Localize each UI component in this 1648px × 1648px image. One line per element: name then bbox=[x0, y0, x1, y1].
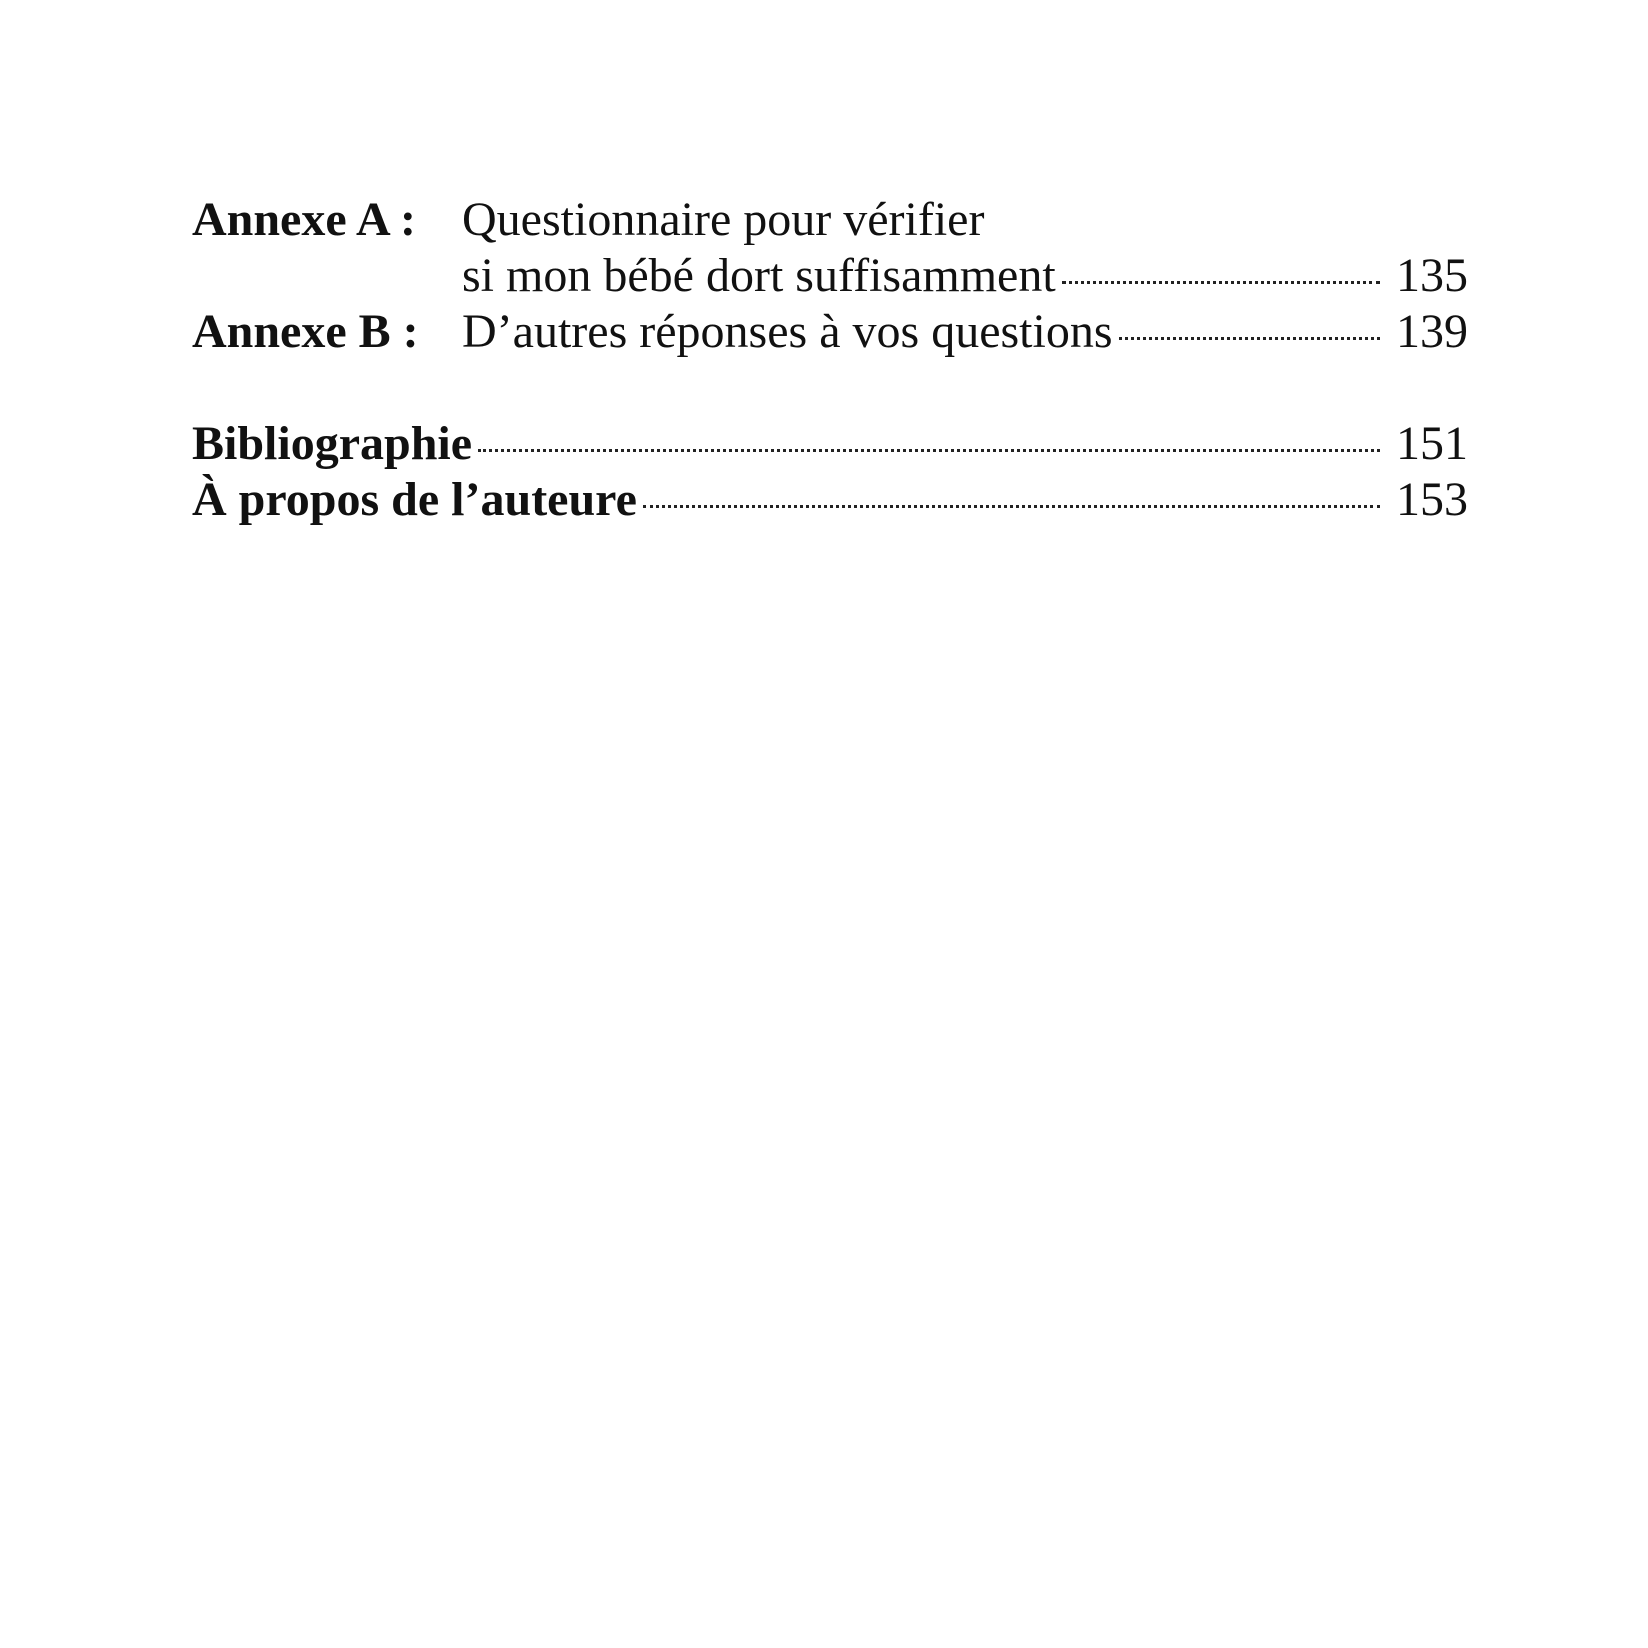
section-spacer bbox=[192, 360, 1468, 416]
bibliographie-title: Bibliographie bbox=[192, 417, 473, 470]
annexe-a-page-number: 135 bbox=[1396, 249, 1468, 302]
annexe-b-label: Annexe B : bbox=[192, 305, 419, 358]
toc-entry-bibliographie[interactable] bbox=[192, 416, 1468, 472]
dot-leader bbox=[643, 505, 1380, 508]
annexe-a-label: Annexe A : bbox=[192, 193, 417, 246]
annexe-b-title: D’autres réponses à vos questions bbox=[462, 305, 1113, 358]
toc-entry-annexe-a-continued[interactable] bbox=[192, 248, 1468, 304]
annexe-a-title-line2: si mon bébé dort suffisamment bbox=[462, 249, 1056, 302]
a-propos-page-number: 153 bbox=[1396, 473, 1468, 526]
dot-leader bbox=[1062, 281, 1380, 284]
toc-entry-a-propos[interactable] bbox=[192, 472, 1468, 528]
toc-entry-annexe-a[interactable] bbox=[192, 192, 1468, 248]
annexe-b-page-number: 139 bbox=[1396, 305, 1468, 358]
table-of-contents bbox=[192, 192, 1468, 528]
bibliographie-page-number: 151 bbox=[1396, 417, 1468, 470]
dot-leader bbox=[1119, 337, 1380, 340]
annexe-a-title-line1: Questionnaire pour vérifier bbox=[462, 193, 985, 246]
dot-leader bbox=[478, 449, 1380, 452]
toc-entry-annexe-b[interactable] bbox=[192, 304, 1468, 360]
a-propos-title: À propos de l’auteure bbox=[192, 473, 637, 526]
